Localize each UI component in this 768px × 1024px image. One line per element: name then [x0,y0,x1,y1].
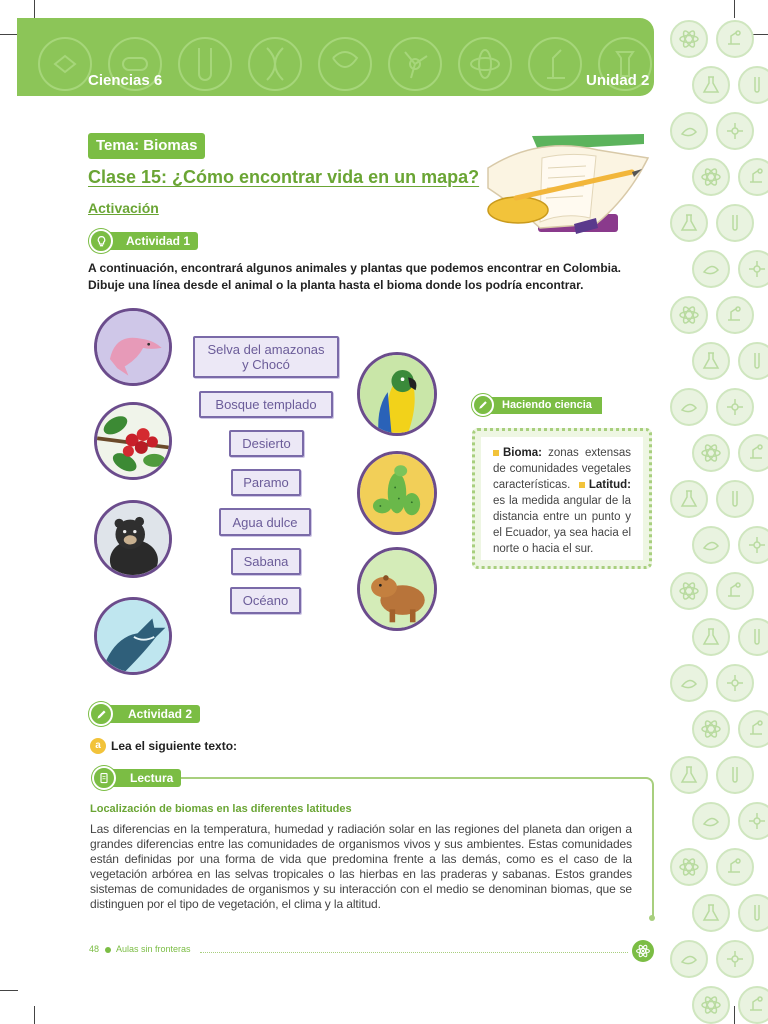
capybara-image [357,547,437,631]
science-decor-icon [670,112,708,150]
publication-name: Aulas sin fronteras [116,944,191,954]
biome-option[interactable] [219,508,311,536]
biome-label: y Chocó [242,357,290,372]
science-decor-icon [716,20,754,58]
frame-end-dot [649,915,655,921]
haciendo-ciencia-label: Haciendo ciencia [482,397,602,414]
pencil-icon [89,702,113,726]
science-decor-icon [692,66,730,104]
whale-image [94,597,172,675]
science-decor-icon [670,756,708,794]
biome-label: Desierto [242,436,291,451]
reading-text: Las diferencias en la temperatura, humedad y radiación solar en las regiones del planeta dan origen a grandes diferencias entre las comunidades de organismos vivos y sus ambientes. Estas comunidades están definidas por una forma de vida que predomina frente a las demás, como es el caso de la vegetación arbórea en las selvas tropicales o las hierbas en las praderas y sabanas. Estos grandes sistemas de comunidades de organismos y su interacción con el medio se denominan biomas, que se distinguen por el tipo de vegetación, el clima y la altitud. [90,822,632,911]
decorative-pattern [662,0,768,1024]
books-illustration [478,128,656,240]
science-decor-icon [670,572,708,610]
activity-1-instructions: A continuación, encontrará algunos animales y plantas que podemos encontrar en Colombia. Dibuje una línea desde el animal o la planta hasta el bioma donde los podría encontrar. [88,261,621,292]
reading-label: Lectura [104,769,181,787]
science-decor-icon [692,802,730,840]
glossary-content [481,437,643,560]
science-decor-icon [738,66,768,104]
science-decor-icon [738,250,768,288]
biome-label: Selva del amazonas [207,342,325,357]
science-decor-icon [716,572,754,610]
activity-2-instruction: Lea el siguiente texto: [111,739,238,753]
science-decor-icon [670,20,708,58]
pencil-icon [472,394,494,416]
science-decor-icon [692,618,730,656]
biome-label: Bosque templado [215,397,317,412]
dolphin-image [94,308,172,386]
science-decor-icon [670,664,708,702]
biome-option[interactable] [231,469,301,496]
coffee-plant-image [94,402,172,480]
science-decor-icon [738,802,768,840]
biome-label: Paramo [243,475,289,490]
science-decor-icon [716,388,754,426]
footer-dot [105,947,111,953]
lesson-title: Clase 15: ¿Cómo encontrar vida en un mapa? [88,167,480,187]
bear-image [94,500,172,578]
science-decor-icon [692,894,730,932]
biome-label: Sabana [243,554,289,569]
reading-heading: Localización de biomas en las diferentes latitudes [90,803,352,815]
science-decor-icon [670,848,708,886]
glossary-term: Latitud: [588,479,631,491]
science-decor-icon [738,894,768,932]
cactus-image [357,451,437,535]
science-decor-icon [692,710,730,748]
science-decor-icon [738,710,768,748]
science-decor-icon [692,434,730,472]
science-decor-icon [716,480,754,518]
science-decor-icon [670,296,708,334]
biome-label: Agua dulce [232,514,298,530]
crop-mark [34,1006,35,1024]
science-decor-icon [738,434,768,472]
science-decor-icon [716,296,754,334]
activity-1-label: Actividad 1 [100,232,198,250]
biome-option[interactable] [229,430,304,457]
science-decor-icon [716,204,754,242]
atom-icon [632,940,654,962]
glossary-definition: es la medida angular de la distancia entre un punto y el Ecuador, ya sea hacia el norte o hacia el sur. [493,495,631,555]
glossary-box [472,428,652,569]
lightbulb-icon [89,229,113,253]
biome-option[interactable] [199,391,333,418]
page-number: 48 [89,944,100,954]
glossary-definition: zonas extensas de comunidades vegetales características. [493,447,631,491]
macaw-image [357,352,437,436]
footer-rule [200,952,628,953]
section-heading: Activación [88,200,159,216]
activity-2-label: Actividad 2 [102,705,200,723]
science-decor-icon [738,158,768,196]
science-decor-icon [692,526,730,564]
bullet-square-icon [493,450,499,456]
step-bullet: a [90,738,106,754]
science-decor-icon [738,342,768,380]
science-decor-icon [692,342,730,380]
science-decor-icon [692,158,730,196]
bullet-square-icon [579,482,585,488]
science-decor-icon [738,618,768,656]
topic-badge: Tema: Biomas [88,133,205,159]
science-decor-icon [692,250,730,288]
science-decor-icon [738,526,768,564]
science-decor-icon [670,388,708,426]
science-decor-icon [716,664,754,702]
science-decor-icon [670,204,708,242]
biome-option[interactable] [231,548,301,575]
unit-label: Unidad 2 [586,72,650,89]
glossary-term: Bioma: [503,447,542,459]
science-decor-icon [716,756,754,794]
crop-mark [0,34,18,35]
crop-mark [0,990,18,991]
science-decor-icon [692,986,730,1024]
biome-label: Océano [242,593,289,608]
science-decor-icon [716,848,754,886]
biome-option[interactable] [230,587,301,614]
science-decor-icon [670,480,708,518]
crop-mark [34,0,35,18]
science-decor-icon [716,112,754,150]
biome-option[interactable] [193,336,339,378]
science-decor-icon [716,940,754,978]
course-title: Ciencias 6 [88,72,163,89]
tablet-icon [92,766,116,790]
science-decor-icon [738,986,768,1024]
science-decor-icon [670,940,708,978]
